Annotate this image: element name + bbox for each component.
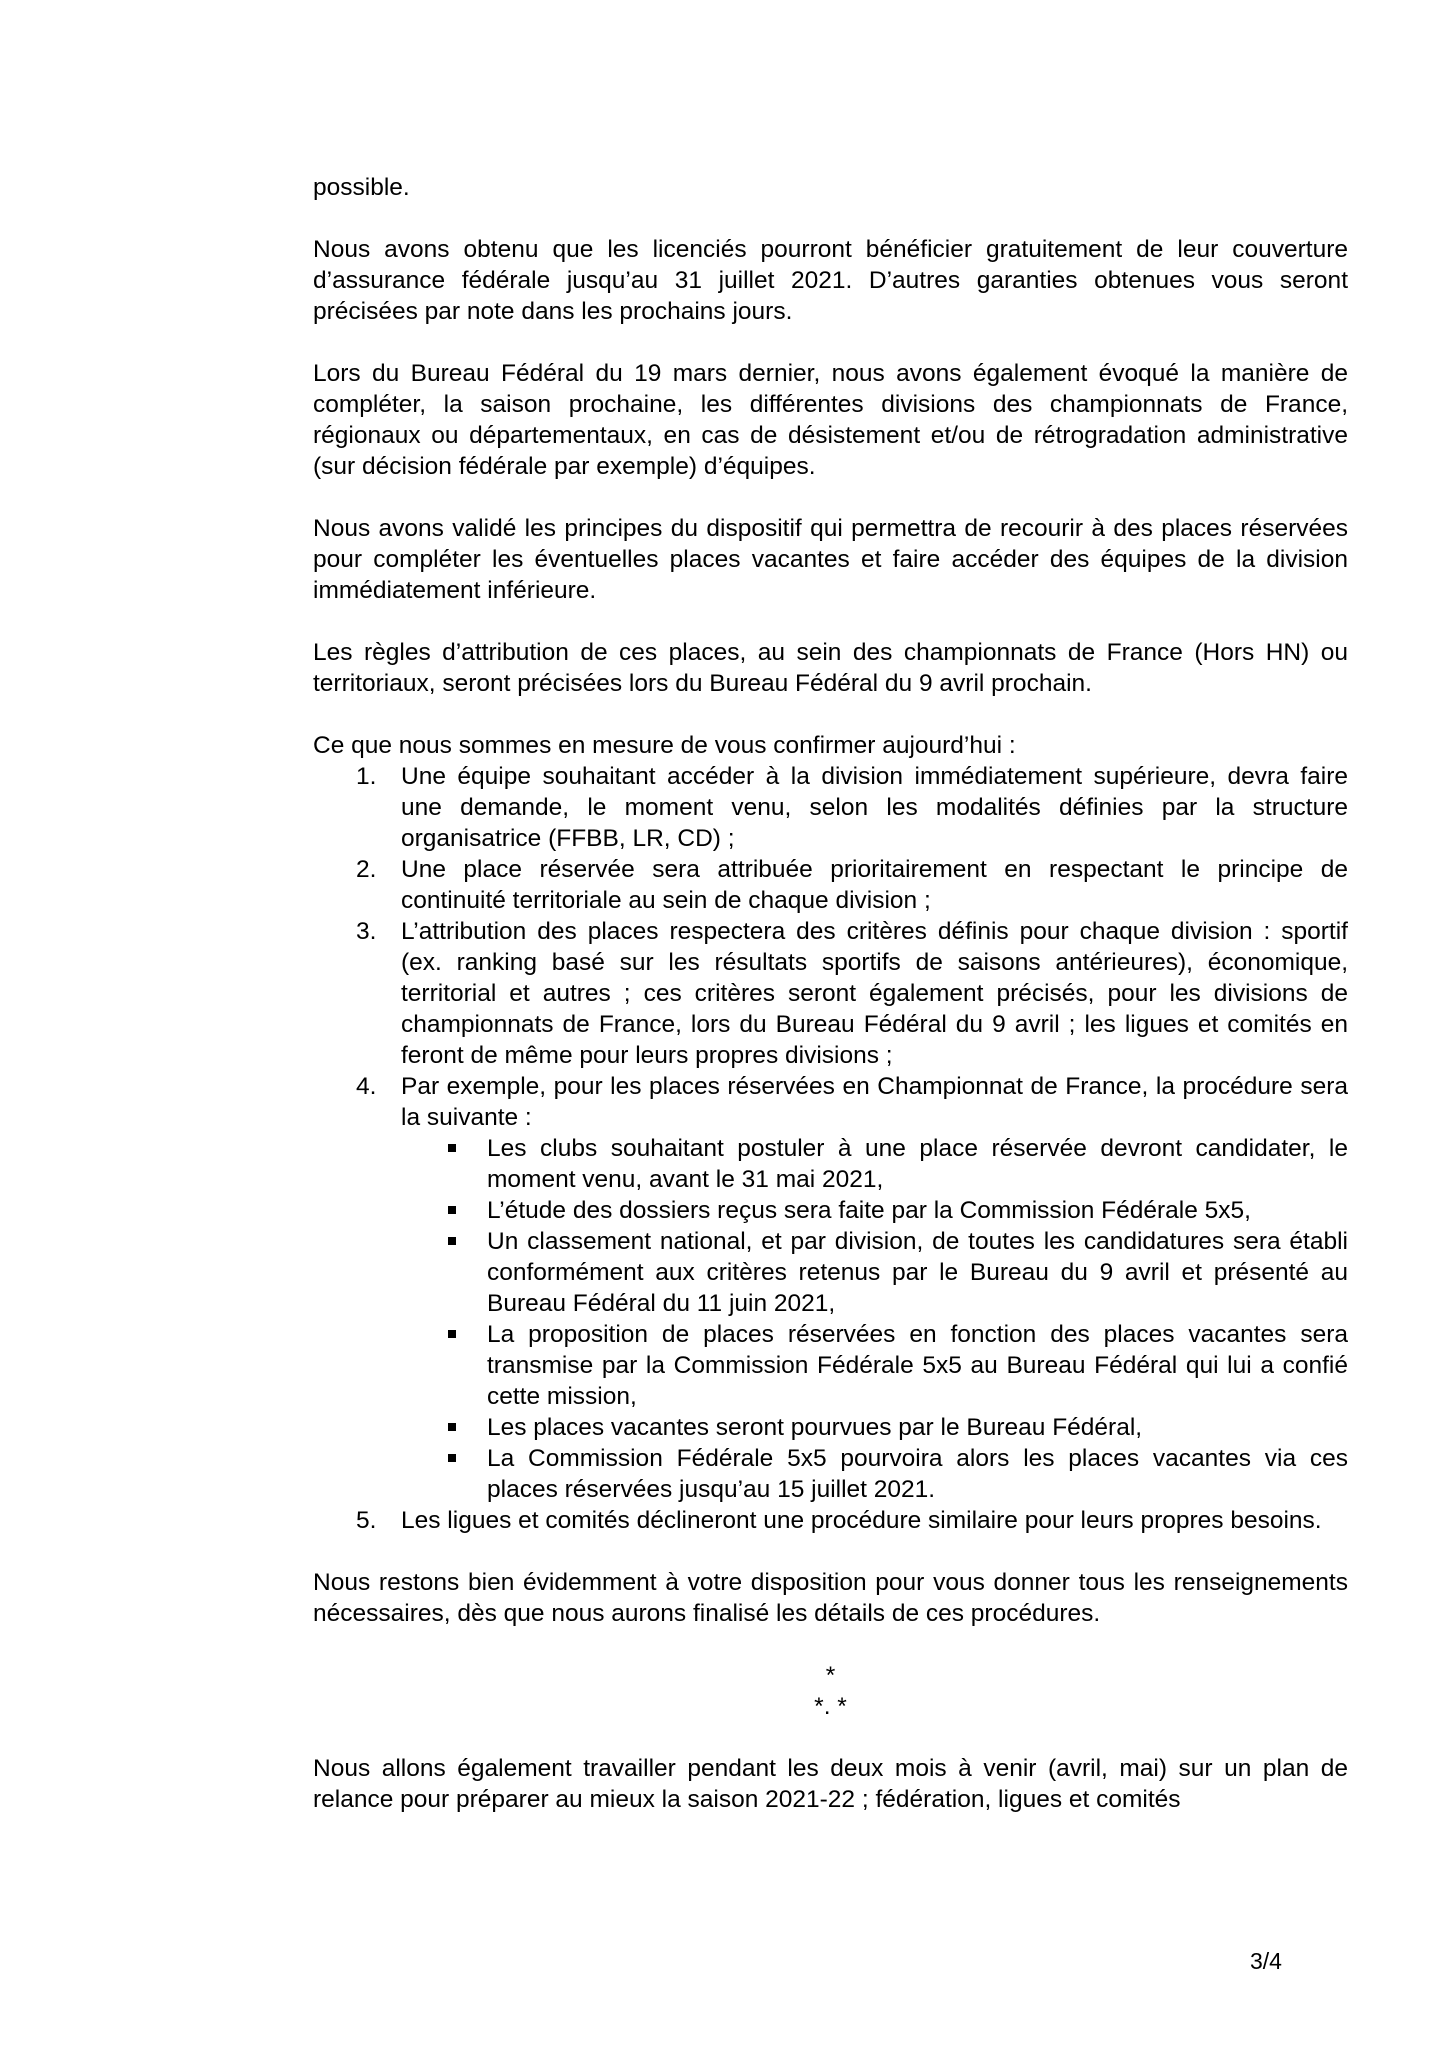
square-bullet-icon — [448, 1454, 456, 1462]
bullet-text: Les clubs souhaitant postuler à une place réservée devront candidater, le moment venu, avant le 31 mai 2021, — [487, 1135, 1348, 1193]
square-bullet-icon — [448, 1423, 456, 1431]
bullet-text: Un classement national, et par division, de toutes les candidatures sera établi conformément aux critères retenus par le Bureau du 9 avril et présenté au Bureau Fédéral du 11 juin 2021, — [487, 1228, 1348, 1317]
paragraph: Lors du Bureau Fédéral du 19 mars dernier, nous avons également évoqué la manière de compléter, la saison prochaine, les différentes divisions des championnats de France, régionaux ou départementaux, en cas de désistement et/ou de rétrogradation administrative (sur décision fédérale par exemple) d’équipes. — [313, 360, 1348, 480]
list-item — [313, 1071, 1348, 1505]
paragraph: Nous restons bien évidemment à votre disposition pour vous donner tous les renseignements nécessaires, dès que nous aurons finalisé les détails de ces procédures. — [313, 1569, 1348, 1627]
list-item — [313, 916, 1348, 1071]
bullet-item — [401, 1133, 1348, 1195]
list-item-text: Par exemple, pour les places réservées en Championnat de France, la procédure sera la suivante : — [401, 1073, 1348, 1131]
list-item — [313, 854, 1348, 916]
paragraph: possible. — [313, 174, 410, 201]
paragraph: Nous avons validé les principes du dispositif qui permettra de recourir à des places réservées pour compléter les éventuelles places vacantes et faire accéder des équipes de la division immédiatement inférieure. — [313, 515, 1348, 604]
separator-line: * — [825, 1662, 836, 1689]
section-separator — [313, 1660, 1348, 1722]
bullet-text: La Commission Fédérale 5x5 pourvoira alors les places vacantes via ces places réservées jusqu’au 15 juillet 2021. — [487, 1445, 1348, 1503]
paragraph: Nous avons obtenu que les licenciés pourront bénéficier gratuitement de leur couverture d’assurance fédérale jusqu’au 31 juillet 2021. D’autres garanties obtenues vous seront précisées par note dans les prochains jours. — [313, 236, 1348, 325]
list-item-text: Les ligues et comités déclineront une procédure similaire pour leurs propres besoins. — [401, 1507, 1322, 1534]
document-body — [313, 172, 1348, 1846]
numbered-list — [313, 761, 1348, 1536]
square-bullet-icon — [448, 1144, 456, 1152]
list-intro: Ce que nous sommes en mesure de vous confirmer aujourd’hui : — [313, 732, 1016, 759]
list-item — [313, 761, 1348, 854]
list-item-text: Une place réservée sera attribuée prioritairement en respectant le principe de continuité territoriale au sein de chaque division ; — [401, 856, 1348, 914]
page-number: 3/4 — [1250, 1948, 1282, 1974]
bullet-text: Les places vacantes seront pourvues par le Bureau Fédéral, — [487, 1414, 1143, 1441]
list-number: 3. — [356, 918, 377, 945]
separator-line: *. * — [814, 1693, 847, 1720]
paragraph: Nous allons également travailler pendant les deux mois à venir (avril, mai) sur un plan de relance pour préparer au mieux la saison 2021-22 ; fédération, ligues et comités — [313, 1755, 1348, 1813]
bullet-item — [401, 1195, 1348, 1226]
bullet-list — [401, 1133, 1348, 1505]
list-number: 4. — [356, 1073, 377, 1100]
square-bullet-icon — [448, 1237, 456, 1245]
bullet-text: La proposition de places réservées en fonction des places vacantes sera transmise par la Commission Fédérale 5x5 au Bureau Fédéral qui lui a confié cette mission, — [487, 1321, 1348, 1410]
list-item-text: Une équipe souhaitant accéder à la division immédiatement supérieure, devra faire une demande, le moment venu, selon les modalités définies par la structure organisatrice (FFBB, LR, CD) ; — [401, 763, 1348, 852]
paragraph: Les règles d’attribution de ces places, au sein des championnats de France (Hors HN) ou territoriaux, seront précisées lors du Bureau Fédéral du 9 avril prochain. — [313, 639, 1348, 697]
square-bullet-icon — [448, 1206, 456, 1214]
bullet-item — [401, 1319, 1348, 1412]
list-number: 5. — [356, 1507, 377, 1534]
list-number: 2. — [356, 856, 377, 883]
bullet-text: L’étude des dossiers reçus sera faite par la Commission Fédérale 5x5, — [487, 1197, 1251, 1224]
square-bullet-icon — [448, 1330, 456, 1338]
bullet-item — [401, 1226, 1348, 1319]
bullet-item — [401, 1443, 1348, 1505]
list-number: 1. — [356, 763, 377, 790]
list-item-text: L’attribution des places respectera des critères définis pour chaque division : sportif (ex. ranking basé sur les résultats sportifs de saisons antérieures), économique, territorial et autres ; ces critères seront également précisés, pour les divisions de championnats de France, lors du Bureau Fédéral du 9 avril ; les ligues et comités en feront de même pour leurs propres divisions ; — [401, 918, 1348, 1069]
bullet-item — [401, 1412, 1348, 1443]
list-item — [313, 1505, 1348, 1536]
